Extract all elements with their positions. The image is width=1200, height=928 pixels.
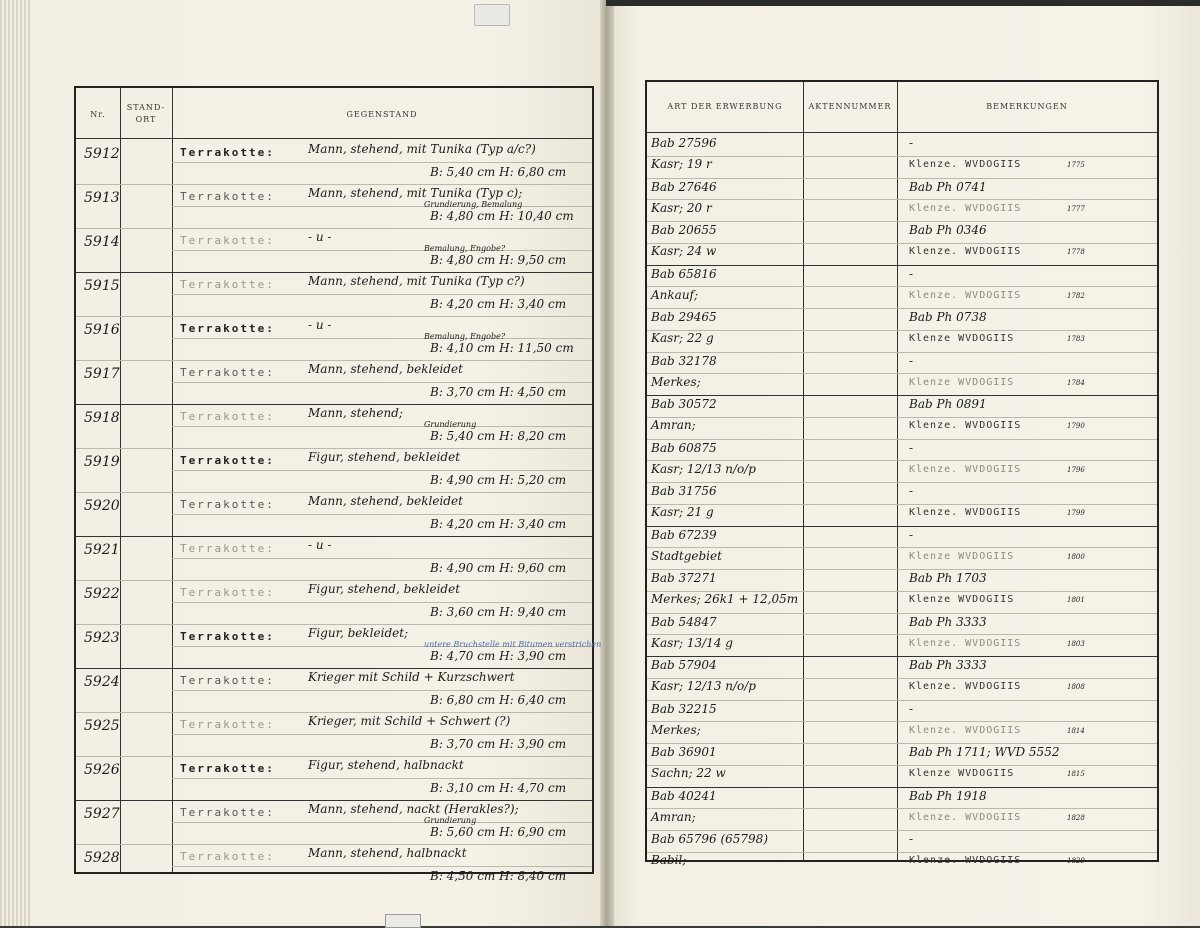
erwerbung-findspot: Kasr; 19 r [651,157,712,171]
klenze-number: 1829 [1067,857,1085,865]
ruling-line [647,199,1157,200]
erwerbung-inventory: Bab 40241 [651,788,717,803]
entry-divider [76,492,592,493]
terrakotte-stamp: Terrakotte: [180,586,275,599]
erwerbung-inventory: Bab 65816 [651,266,717,281]
object-dimensions: B: 4,20 cm H: 3,40 cm [430,297,567,311]
ruling-line [172,734,592,735]
klenze-number: 1803 [1067,639,1085,648]
entry-divider [647,482,1157,483]
entry-divider [76,228,592,229]
bemerkung-photo: Bab Ph 0346 [909,223,987,237]
entry-divider [647,526,1157,527]
ruling-line [172,470,592,471]
ruling-line [647,330,1157,331]
bemerkung-photo: Bab Ph 3333 [909,658,987,672]
terrakotte-stamp: Terrakotte: [180,410,275,423]
entry-divider [76,316,592,317]
erwerbung-findspot: Kasr; 12/13 n/o/p [651,461,756,476]
ruling-line [647,547,1157,548]
ruling-line [172,778,592,779]
terrakotte-stamp: Terrakotte: [180,146,275,159]
object-note: Bemalung, Engobe? [424,244,506,253]
klenze-reference: Klenze. WVDOGIIS [909,724,1022,736]
entry-number: 5916 [84,322,120,338]
ruling-line [172,602,592,603]
object-description: - u - [308,318,332,332]
object-description: Krieger mit Schild + Kurzschwert [308,670,515,684]
object-description: Mann, stehend, nackt (Herakles?); [308,802,519,816]
entry-divider [76,272,592,273]
erwerbung-inventory: Bab 30572 [651,397,717,411]
object-dimensions: B: 5,60 cm H: 6,90 cm [430,825,567,839]
bemerkung-photo: Bab Ph 0891 [909,397,987,411]
object-description: Mann, stehend, halbnackt [308,846,467,860]
klenze-number: 1800 [1067,552,1085,561]
entry-number: 5926 [84,762,120,778]
ruling-line [172,514,592,515]
terrakotte-stamp: Terrakotte: [180,630,275,643]
book-gutter [600,0,614,926]
object-dimensions: B: 3,70 cm H: 3,90 cm [430,737,567,751]
klenze-number: 1790 [1067,422,1085,430]
entry-divider [647,569,1157,570]
klenze-reference: Klenze. WVDOGIIS [909,855,1022,866]
object-description: - u - [308,230,332,244]
bemerkung-photo: Bab Ph 1918 [909,788,987,803]
entry-divider [647,178,1157,179]
klenze-number: 1775 [1067,161,1085,169]
ruling-line [647,373,1157,374]
erwerbung-findspot: Merkes; [651,722,701,737]
entry-number: 5915 [84,278,120,294]
bemerkung-photo: Bab Ph 1711; WVD 5552 [909,745,1060,759]
bemerkung-photo: Bab Ph 0738 [909,310,987,324]
object-dimensions: B: 3,10 cm H: 4,70 cm [430,781,567,795]
object-dimensions: B: 4,80 cm H: 9,50 cm [430,253,567,267]
entry-divider [76,448,592,449]
ruling-line [172,162,592,163]
entry-divider [647,221,1157,222]
entry-number: 5928 [84,850,120,866]
erwerbung-findspot: Kasr; 24 w [651,244,717,258]
klenze-reference: Klenze. WVDOGIIS [909,507,1022,518]
top-shadow [606,0,1200,6]
terrakotte-stamp: Terrakotte: [180,542,275,555]
entry-divider [647,439,1157,440]
terrakotte-stamp: Terrakotte: [180,278,275,291]
erwerbung-inventory: Bab 31756 [651,484,717,498]
erwerbung-findspot: Kasr; 22 g [651,331,714,345]
erwerbung-findspot: Sachn; 22 w [651,766,726,780]
object-dimensions: B: 4,70 cm H: 3,90 cm [430,649,567,663]
klenze-reference: Klenze. WVDOGIIS [909,202,1022,214]
erwerbung-inventory: Bab 20655 [651,223,717,237]
erwerbung-findspot: Babil; [651,853,687,867]
ruling-line [172,250,592,251]
erwerbung-inventory: Bab 57904 [651,658,717,672]
bemerkung-photo: Bab Ph 3333 [909,614,987,629]
erwerbung-inventory: Bab 54847 [651,614,717,629]
erwerbung-inventory: Bab 29465 [651,310,717,324]
bemerkung-photo: - [909,266,914,281]
ruling-line [172,426,592,427]
erwerbung-inventory: Bab 36901 [651,745,717,759]
klenze-number: 1784 [1067,378,1085,387]
klenze-number: 1783 [1067,335,1085,343]
entry-number: 5923 [84,630,120,646]
klenze-number: 1801 [1067,596,1085,604]
erwerbung-findspot: Kasr; 13/14 g [651,635,733,650]
bemerkung-photo: - [909,440,914,455]
entry-number: 5913 [84,190,120,206]
klenze-number: 1782 [1067,291,1085,300]
object-dimensions: B: 3,60 cm H: 9,40 cm [430,605,567,619]
entry-number: 5917 [84,366,120,382]
header-bemerkungen: BEMERKUNGEN [986,102,1068,111]
entry-divider [647,613,1157,614]
ruling-line [172,206,592,207]
entry-divider [647,656,1157,657]
ruling-line [172,338,592,339]
erwerbung-inventory: Bab 37271 [651,571,717,585]
object-dimensions: B: 4,10 cm H: 11,50 cm [430,341,574,355]
ruling-line [172,382,592,383]
entry-divider [76,800,592,801]
terrakotte-stamp: Terrakotte: [180,850,275,863]
entry-divider [76,404,592,405]
klenze-reference: Klenze. WVDOGIIS [909,681,1022,692]
klenze-reference: Klenze. WVDOGIIS [909,811,1022,823]
erwerbung-findspot: Ankauf; [651,287,699,302]
erwerbung-inventory: Bab 27646 [651,179,717,194]
entry-divider [647,743,1157,744]
terrakotte-stamp: Terrakotte: [180,454,275,467]
klenze-reference: Klenze WVDOGIIS [909,594,1015,605]
bemerkung-photo: - [909,832,914,846]
ruling-line [172,690,592,691]
erwerbung-findspot: Amran; [651,809,696,824]
ruling-line [647,504,1157,505]
entry-divider [647,700,1157,701]
object-dimensions: B: 5,40 cm H: 6,80 cm [430,165,567,179]
object-dimensions: B: 4,90 cm H: 9,60 cm [430,561,567,575]
entry-number: 5925 [84,718,120,734]
klenze-number: 1799 [1067,509,1085,517]
object-note: Grundierung [424,816,477,825]
header-divider [76,138,592,139]
klenze-reference: Klenze. WVDOGIIS [909,159,1022,170]
header-standort: STAND- ORT [126,103,166,124]
klenze-reference: Klenze WVDOGIIS [909,550,1015,562]
erwerbung-findspot: Amran; [651,418,696,432]
ruling-line [647,721,1157,722]
object-description: Figur, bekleidet; [308,626,409,640]
object-description: Figur, stehend, bekleidet [308,582,461,596]
page-edges [0,0,30,926]
entry-divider [647,352,1157,353]
header-divider [647,132,1157,133]
entry-divider [647,308,1157,309]
terrakotte-stamp: Terrakotte: [180,498,275,511]
object-dimensions: B: 4,50 cm H: 8,40 cm [430,869,567,883]
object-dimensions: B: 4,80 cm H: 10,40 cm [430,209,574,223]
entry-number: 5920 [84,498,120,514]
ruling-line [172,558,592,559]
klenze-number: 1828 [1067,813,1085,822]
bemerkung-photo: - [909,484,914,498]
ruling-line [647,243,1157,244]
entry-divider [647,830,1157,831]
klenze-reference: Klenze WVDOGIIS [909,768,1015,779]
entry-divider [76,360,592,361]
klenze-reference: Klenze. WVDOGIIS [909,463,1022,475]
object-dimensions: B: 3,70 cm H: 4,50 cm [430,385,567,399]
object-description: Mann, stehend, bekleidet [308,494,463,508]
object-note: Bemalung, Engobe? [424,332,506,341]
ruling-line [647,286,1157,287]
klenze-reference: Klenze. WVDOGIIS [909,246,1022,257]
object-description: Krieger, mit Schild + Schwert (?) [308,714,511,728]
object-description: Mann, stehend, bekleidet [308,362,463,376]
header-art-der-erwerbung: ART DER ERWERBUNG [667,102,783,111]
terrakotte-stamp: Terrakotte: [180,234,275,247]
entry-divider [76,184,592,185]
entry-number: 5921 [84,542,120,558]
object-note: untere Bruchstelle mit Bitumen verstrichen [424,640,602,649]
ruling-line [647,417,1157,418]
object-description: Mann, stehend, mit Tunika (Typ c?) [308,274,525,288]
erwerbung-inventory: Bab 32178 [651,353,717,368]
klenze-reference: Klenze WVDOGIIS [909,333,1015,344]
object-note: Grundierung, Bemalung [424,200,523,209]
klenze-number: 1778 [1067,248,1085,256]
object-dimensions: B: 4,90 cm H: 5,20 cm [430,473,567,487]
entry-divider [76,844,592,845]
entry-number: 5927 [84,806,120,822]
object-description: Figur, stehend, halbnackt [308,758,464,772]
terrakotte-stamp: Terrakotte: [180,190,275,203]
object-description: Mann, stehend; [308,406,403,420]
ruling-line [647,852,1157,853]
entry-divider [647,265,1157,266]
bemerkung-photo: - [909,527,914,542]
object-note: Grundierung [424,420,477,429]
klenze-number: 1808 [1067,683,1085,691]
erwerbung-inventory: Bab 65796 (65798) [651,832,768,846]
bemerkung-photo: - [909,701,914,716]
paper-clip [474,4,510,26]
klenze-reference: Klenze. WVDOGIIS [909,289,1022,301]
terrakotte-stamp: Terrakotte: [180,322,275,335]
erwerbung-findspot: Merkes; 26k1 + 12,05m [651,592,799,606]
entry-number: 5922 [84,586,120,602]
object-description: Figur, stehend, bekleidet [308,450,461,464]
ruling-line [172,294,592,295]
col-divider [120,88,121,872]
terrakotte-stamp: Terrakotte: [180,762,275,775]
entry-divider [76,580,592,581]
erwerbung-findspot: Kasr; 21 g [651,505,714,519]
header-gegenstand: GEGENSTAND [346,110,418,119]
entry-number: 5918 [84,410,120,426]
entry-divider [76,668,592,669]
erwerbung-findspot: Kasr; 12/13 n/o/p [651,679,756,693]
bemerkung-photo: - [909,136,914,150]
bemerkung-photo: - [909,353,914,368]
entry-number: 5912 [84,146,120,162]
bemerkung-photo: Bab Ph 1703 [909,571,987,585]
erwerbung-inventory: Bab 67239 [651,527,717,542]
object-dimensions: B: 4,20 cm H: 3,40 cm [430,517,567,531]
ruling-line [172,866,592,867]
entry-divider [76,536,592,537]
bemerkung-photo: Bab Ph 0741 [909,179,987,194]
terrakotte-stamp: Terrakotte: [180,674,275,687]
entry-divider [76,624,592,625]
ruling-line [172,822,592,823]
header-nr: Nr. [90,110,106,119]
header-aktennummer: AKTENNUMMER [808,102,892,111]
entry-divider [647,787,1157,788]
terrakotte-stamp: Terrakotte: [180,718,275,731]
object-description: - u - [308,538,332,552]
object-description: Mann, stehend, mit Tunika (Typ a/c?) [308,142,536,156]
entry-divider [647,395,1157,396]
ruling-line [647,808,1157,809]
klenze-number: 1815 [1067,770,1085,778]
entry-divider [76,712,592,713]
object-description: Mann, stehend, mit Tunika (Typ c); [308,186,523,200]
klenze-reference: Klenze. WVDOGIIS [909,637,1022,649]
register-table-right [645,80,1159,867]
object-dimensions: B: 6,80 cm H: 6,40 cm [430,693,567,707]
terrakotte-stamp: Terrakotte: [180,366,275,379]
entry-number: 5924 [84,674,120,690]
entry-divider [76,756,592,757]
erwerbung-inventory: Bab 27596 [651,136,717,150]
klenze-number: 1814 [1067,726,1085,735]
entry-number: 5919 [84,454,120,470]
erwerbung-findspot: Merkes; [651,374,701,389]
entry-number: 5914 [84,234,120,250]
terrakotte-stamp: Terrakotte: [180,806,275,819]
erwerbung-inventory: Bab 60875 [651,440,717,455]
object-dimensions: B: 5,40 cm H: 8,20 cm [430,429,567,443]
klenze-reference: Klenze. WVDOGIIS [909,420,1022,431]
erwerbung-inventory: Bab 32215 [651,701,717,716]
erwerbung-findspot: Stadtgebiet [651,548,722,563]
ruling-line [647,156,1157,157]
register-table-left [74,86,602,883]
erwerbung-findspot: Kasr; 20 r [651,200,712,215]
klenze-number: 1796 [1067,465,1085,474]
klenze-number: 1777 [1067,204,1085,213]
klenze-reference: Klenze WVDOGIIS [909,376,1015,388]
